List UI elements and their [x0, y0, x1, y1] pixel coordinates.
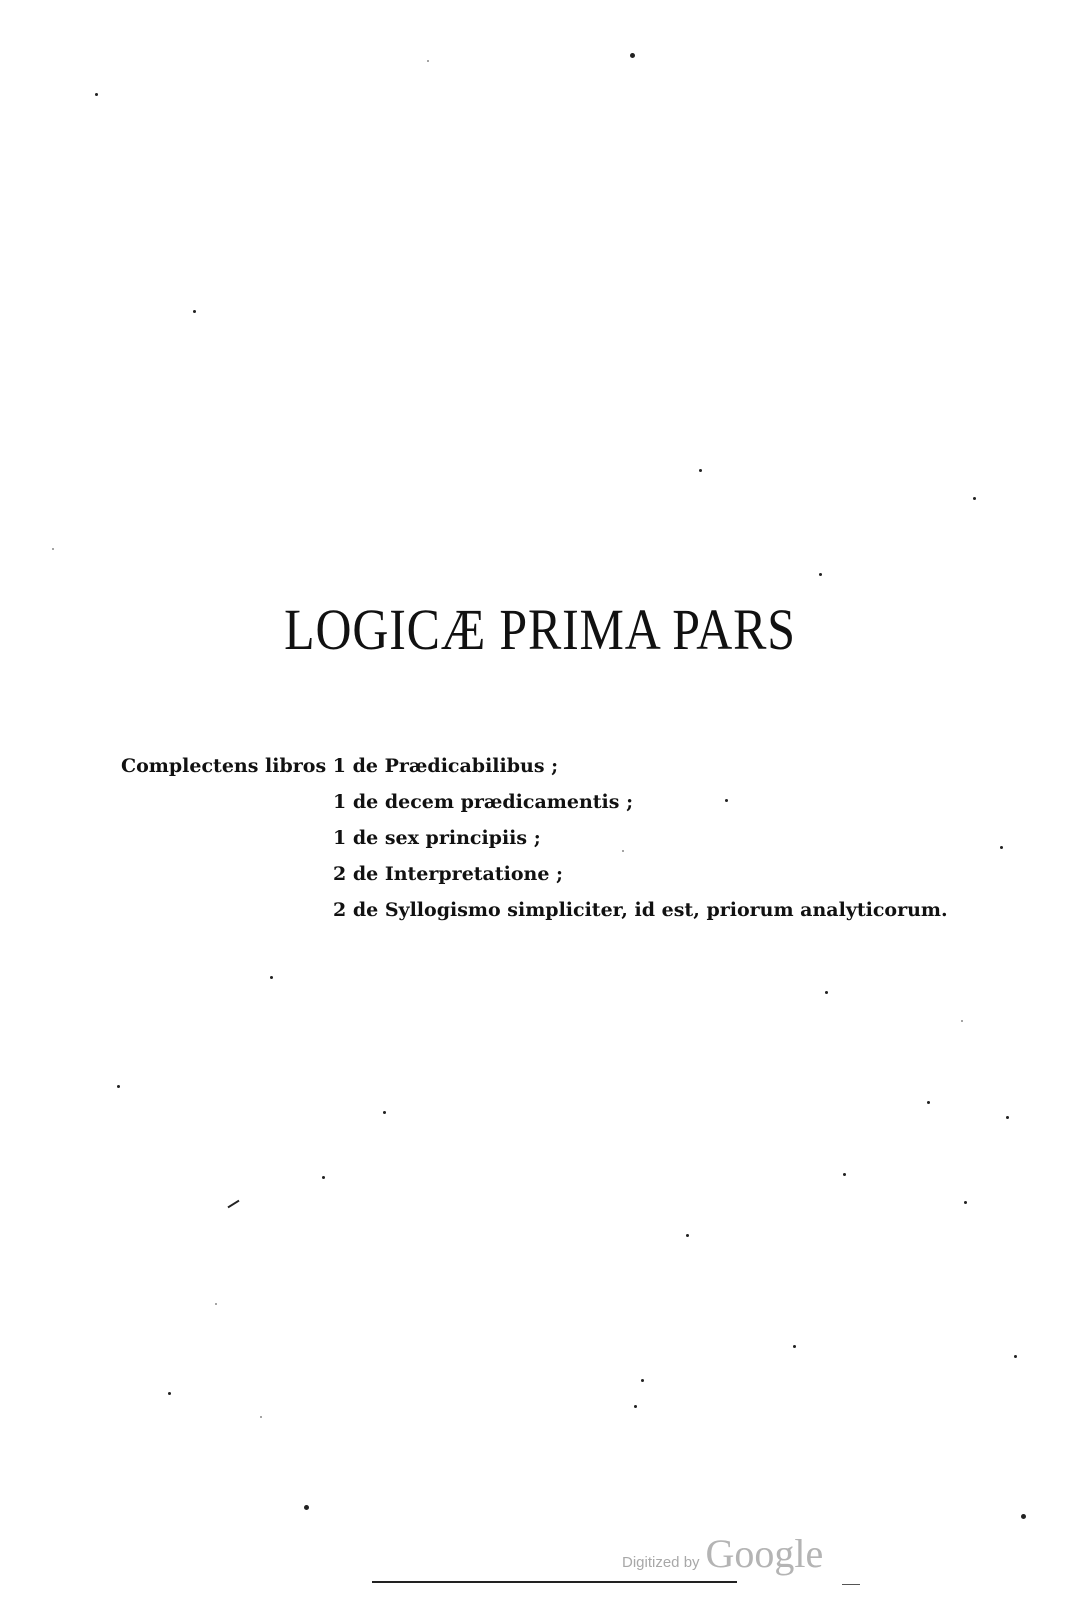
contents-item: 2 de Interpretatione ;	[333, 863, 564, 885]
ink-speck	[95, 93, 98, 96]
ink-speck	[270, 976, 273, 979]
ink-speck	[825, 991, 828, 994]
ink-speck	[322, 1176, 325, 1179]
ink-speck	[215, 1303, 217, 1305]
ink-speck	[1006, 1116, 1009, 1119]
contents-item: 2 de Syllogismo simpliciter, id est, priorum analyticorum.	[333, 899, 948, 921]
ink-speck	[819, 573, 822, 576]
ink-speck	[641, 1379, 644, 1382]
ink-speck	[1000, 846, 1003, 849]
ink-speck	[260, 1416, 262, 1418]
ink-speck	[843, 1173, 846, 1176]
ink-stroke	[227, 1200, 239, 1209]
ink-speck	[927, 1101, 930, 1104]
contents-list	[121, 748, 981, 928]
ink-speck	[117, 1085, 120, 1088]
contents-lead: Complectens libros 1 de Prædicabilibus ;	[121, 755, 559, 777]
contents-item: 1 de decem prædicamentis ;	[333, 791, 634, 813]
ink-speck	[964, 1201, 967, 1204]
ink-speck	[699, 469, 702, 472]
ink-speck	[1021, 1514, 1026, 1519]
contents-item: 1 de sex principiis ;	[333, 827, 541, 849]
page-title: LOGICÆ PRIMA PARS	[284, 597, 796, 662]
footer-rule	[372, 1581, 737, 1583]
ink-speck	[304, 1505, 309, 1510]
ink-speck	[634, 1405, 637, 1408]
ink-speck	[630, 53, 635, 58]
ink-speck	[383, 1111, 386, 1114]
ink-speck	[961, 1020, 963, 1022]
google-logo: Google	[705, 1531, 824, 1576]
ink-speck	[168, 1392, 171, 1395]
footer-rule-short	[842, 1584, 860, 1585]
ink-speck	[1014, 1355, 1017, 1358]
watermark-prefix: Digitized by	[622, 1554, 700, 1571]
digitization-watermark	[622, 1530, 823, 1577]
ink-speck	[52, 548, 54, 550]
ink-speck	[193, 310, 196, 313]
ink-speck	[793, 1345, 796, 1348]
ink-speck	[427, 60, 429, 62]
ink-speck	[686, 1234, 689, 1237]
ink-speck	[973, 497, 976, 500]
